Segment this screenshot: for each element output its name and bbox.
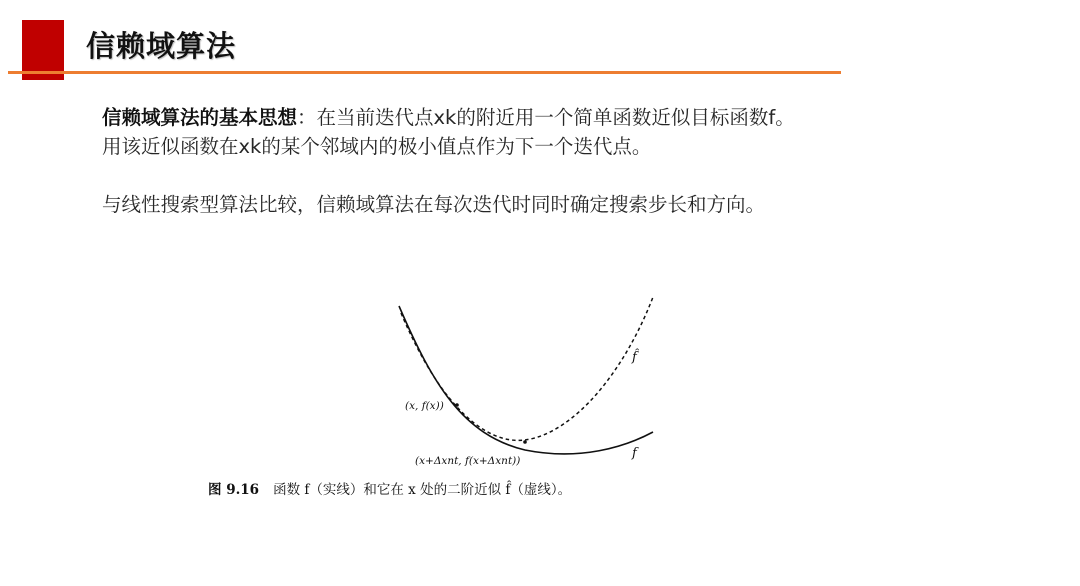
paragraph-1-rest: ：在当前迭代点xk的附近用一个简单函数近似目标函数f。 (297, 106, 795, 129)
page-title: 信赖域算法 (86, 29, 237, 63)
figure-quadratic-approximation (195, 285, 715, 505)
label-point-x-plus-step: (x+Δxnt, f(x+Δxnt)) (415, 455, 521, 467)
point-x (455, 403, 459, 407)
body-text (102, 103, 1002, 219)
figure-caption (208, 478, 571, 498)
figure-caption-text: 函数 f（实线）和它在 x 处的二阶近似 f̂（虚线）。 (273, 482, 572, 498)
curve-f-solid (399, 306, 653, 454)
paragraph-1-line-2: 用该近似函数在xk的某个邻域内的极小值点作为下一个迭代点。 (102, 135, 652, 158)
figure-number: 图 9.16 (208, 482, 260, 498)
point-x-plus-step (523, 440, 527, 444)
title-underline (8, 71, 841, 74)
figure-plot (195, 285, 715, 485)
label-fhat: f̂ (632, 350, 637, 365)
paragraph-1-lead: 信赖域算法的基本思想 (102, 106, 298, 129)
label-point-x: (x, f(x)) (405, 400, 444, 412)
paragraph-2: 与线性搜索型算法比较，信赖域算法在每次迭代时同时确定搜索步长和方向。 (102, 193, 766, 216)
curve-fhat-dashed (401, 297, 653, 440)
paragraph-1-line-1 (102, 103, 1002, 132)
label-f: f (632, 446, 637, 461)
